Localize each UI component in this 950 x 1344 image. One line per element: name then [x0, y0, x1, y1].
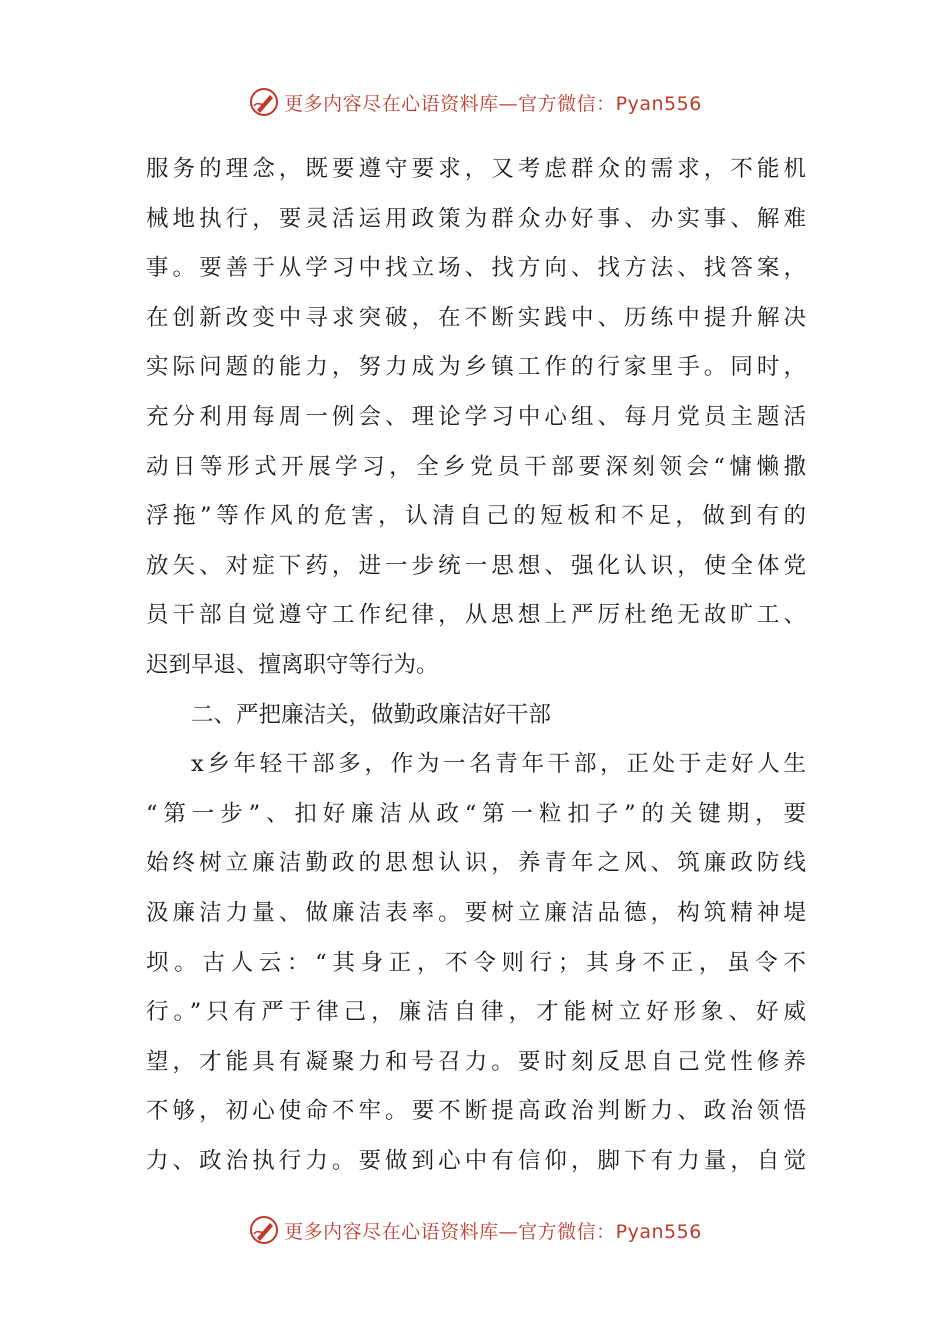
body-line: 坝。古人云：“其身正，不令则行；其身不正，虽令不: [146, 949, 806, 976]
body-line: 实际问题的能力，努力成为乡镇工作的行家里手。同时，: [146, 354, 806, 381]
body-line: 放矢、对症下药，进一步统一思想、强化认识，使全体党: [146, 552, 806, 579]
body-line: 望，才能具有凝聚力和号召力。要时刻反思自己党性修养: [146, 1048, 806, 1075]
body-line: 械地执行，要灵活运用政策为群众办好事、办实事、解难: [146, 205, 806, 232]
body-line: 不够，初心使命不牢。要不断提高政治判断力、政治领悟: [146, 1098, 806, 1125]
wechat-id: Pyan556: [615, 92, 702, 115]
pen-logo-icon: [248, 86, 280, 118]
body-line: 力、政治执行力。要做到心中有信仰，脚下有力量，自觉: [146, 1147, 806, 1174]
pen-logo-icon: [248, 1214, 280, 1246]
body-line: x乡年轻干部多，作为一名青年干部，正处于走好人生: [191, 751, 806, 778]
body-line: 员干部自觉遵守工作纪律，从思想上严厉杜绝无故旷工、: [146, 602, 806, 629]
document-body: [146, 145, 806, 1186]
section-heading: 二、严把廉洁关，做勤政廉洁好干部: [191, 701, 552, 728]
body-line: 浮拖”等作风的危害，认清自己的短板和不足，做到有的: [146, 503, 806, 530]
body-line: 动日等形式开展学习，全乡党员干部要深刻领会“慵懒撒: [146, 453, 806, 480]
body-line: “第一步”、扣好廉洁从政“第一粒扣子”的关键期，要: [146, 800, 806, 827]
footer-banner: [0, 1210, 950, 1250]
body-line: 充分利用每周一例会、理论学习中心组、每月党员主题活: [146, 403, 806, 430]
footer-banner-text: 更多内容尽在心语资料库—官方微信：Pyan556: [284, 1220, 702, 1243]
header-banner-text: 更多内容尽在心语资料库—官方微信：Pyan556: [284, 92, 702, 115]
body-line: 在创新改变中寻求突破，在不断实践中、历练中提升解决: [146, 304, 806, 331]
body-line: 迟到早退、擅离职守等行为。: [146, 651, 439, 678]
body-line: 服务的理念，既要遵守要求，又考虑群众的需求，不能机: [146, 156, 806, 182]
wechat-id: Pyan556: [615, 1220, 702, 1243]
body-line: 始终树立廉洁勤政的思想认识，养青年之风、筑廉政防线: [146, 850, 806, 877]
body-line: 事。要善于从学习中找立场、找方向、找方法、找答案，: [146, 255, 806, 282]
body-line: 行。”只有严于律己，廉洁自律，才能树立好形象、好威: [146, 999, 806, 1026]
body-line: 汲廉洁力量、做廉洁表率。要树立廉洁品德，构筑精神堤: [146, 899, 806, 926]
header-banner: [0, 82, 950, 122]
